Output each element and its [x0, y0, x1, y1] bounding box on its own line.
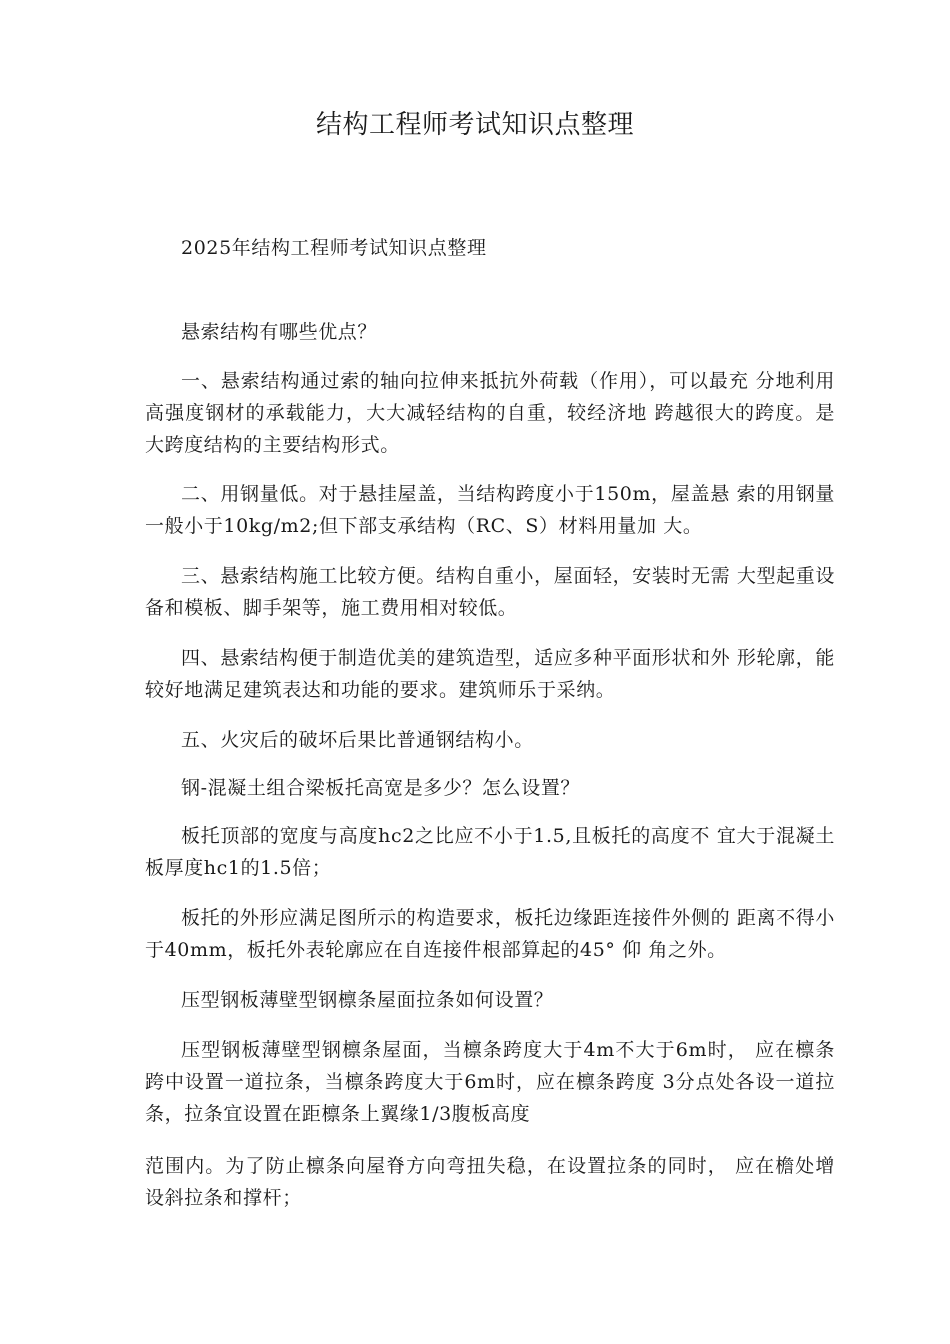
paragraph-answer-3-2: 范围内。为了防止檩条向屋脊方向弯扭失稳，在设置拉条的同时， 应在檐处增设斜拉条和撑杆；: [145, 1155, 835, 1209]
paragraph-answer-2-2: 板托的外形应满足图所示的构造要求，板托边缘距连接件外侧的 距离不得小于40mm，板托外表轮廓应在自连接件根部算起的45° 仰 角之外。: [145, 907, 835, 961]
paragraph-answer-1-2: 二、用钢量低。对于悬挂屋盖，当结构跨度小于150m，屋盖悬 索的用钢量一般小于10kg/m2;但下部支承结构（RC、S）材料用量加 大。: [145, 483, 835, 537]
paragraph-subtitle: 2025年结构工程师考试知识点整理: [181, 237, 487, 259]
paragraph-question-2: 钢-混凝土组合梁板托高宽是多少？怎么设置？: [181, 777, 581, 799]
paragraph-question-1: 悬索结构有哪些优点？: [181, 321, 378, 343]
paragraph-answer-3-1: 压型钢板薄壁型钢檩条屋面，当檩条跨度大于4m不大于6m时， 应在檩条跨中设置一道拉条，当檩条跨度大于6m时，应在檩条跨度 3分点处各设一道拉条，拉条宜设置在距檩条上翼缘1/3腹板高度: [145, 1039, 835, 1125]
paragraph-answer-1-1: 一、悬索结构通过索的轴向拉伸来抵抗外荷载（作用），可以最充 分地利用高强度钢材的承载能力，大大减轻结构的自重，较经济地 跨越很大的跨度。是大跨度结构的主要结构形式。: [145, 370, 835, 456]
paragraph-answer-1-5: 五、火灾后的破坏后果比普通钢结构小。: [181, 729, 534, 751]
paragraph-answer-2-1: 板托顶部的宽度与高度hc2之比应不小于1.5,且板托的高度不 宜大于混凝土板厚度hc1的1.5倍；: [145, 825, 835, 879]
paragraph-answer-1-3: 三、悬索结构施工比较方便。结构自重小，屋面轻，安装时无需 大型起重设备和模板、脚手架等，施工费用相对较低。: [145, 565, 835, 619]
document-title: 结构工程师考试知识点整理: [315, 110, 634, 140]
paragraph-answer-1-4: 四、悬索结构便于制造优美的建筑造型，适应多种平面形状和外 形轮廓，能较好地满足建筑表达和功能的要求。建筑师乐于采纳。: [145, 647, 835, 701]
paragraph-question-3: 压型钢板薄壁型钢檩条屋面拉条如何设置？: [181, 989, 554, 1011]
